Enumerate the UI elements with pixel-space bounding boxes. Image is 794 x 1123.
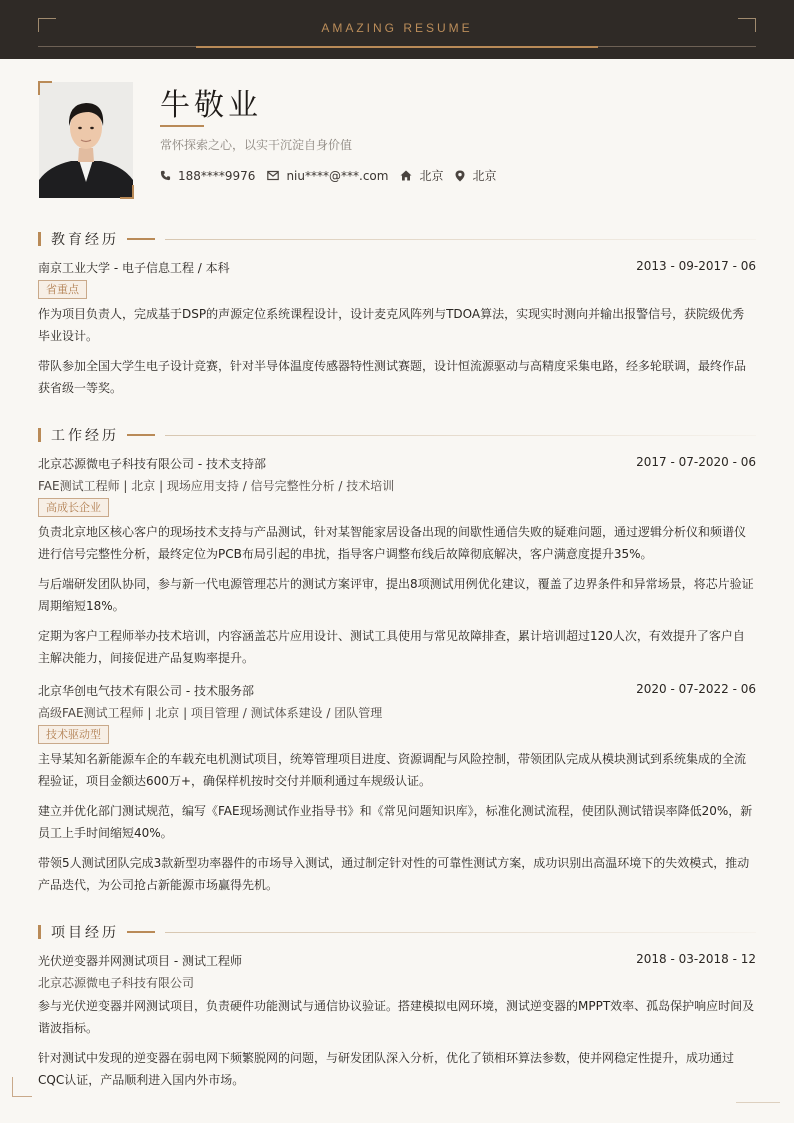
work-header <box>38 455 756 472</box>
footer-rule <box>736 1102 780 1103</box>
contact-home <box>400 167 443 184</box>
education-title: 南京工业大学 - 电子信息工程 / 本科 <box>38 261 230 275</box>
avatar-photo <box>39 82 133 198</box>
education-header <box>38 259 756 276</box>
work-item: 建立并优化部门测试规范，编写《FAE现场测试作业指导书》和《常见问题知识库》，标准化测试流程，使团队测试错误率降低20%，新员工上手时间缩短40%。 <box>38 804 753 840</box>
section-bar <box>38 232 41 246</box>
name-underline <box>160 125 204 127</box>
location-pin-icon <box>455 170 465 182</box>
work-item: 带领5人测试团队完成3款新型功率器件的市场导入测试，通过制定针对性的可靠性测试方案，成功识别出高温环境下的失效模式，推动产品迭代，为公司抢占新能源市场赢得先机。 <box>38 856 750 892</box>
person-name: 牛敬业 <box>160 88 262 123</box>
section-title-education <box>38 229 756 249</box>
section-bar <box>38 925 41 939</box>
project-date: 2018 - 03-2018 - 12 <box>636 952 756 966</box>
work-item: 负责北京地区核心客户的现场技术支持与产品测试，针对某智能家居设备出现的间歇性通信失败的疑难问题，通过逻辑分析仪和频谱仪进行信号完整性分析，最终定位为PCB布局引起的串扰，指导客户调整布线后故障彻底解决，客户满意度提升35%。 <box>38 525 747 561</box>
project-item: 参与光伏逆变器并网测试项目，负责硬件功能测试与通信协议验证。搭建模拟电网环境，测试逆变器的MPPT效率、孤岛保护响应时间及谐波指标。 <box>38 999 755 1035</box>
work-title: 北京华创电气技术有限公司 - 技术服务部 <box>38 684 254 698</box>
home-value: 北京 <box>419 169 444 183</box>
contact-list <box>160 167 508 184</box>
photo-corner-top-left <box>38 81 52 95</box>
education-date: 2013 - 09-2017 - 06 <box>636 259 756 273</box>
education-tag: 省重点 <box>38 280 87 299</box>
brand-title: AMAZING RESUME <box>321 21 473 35</box>
work-tag: 技术驱动型 <box>38 725 109 744</box>
work-header <box>38 682 756 699</box>
section-accent-line <box>127 931 155 933</box>
education-item: 带队参加全国大学生电子设计竞赛，针对半导体温度传感器特性测试赛题，设计恒流源驱动与高精度采集电路，经多轮联调，最终作品获省级一等奖。 <box>38 359 747 395</box>
avatar <box>38 81 134 199</box>
section-title-projects <box>38 922 756 942</box>
person-portrait-icon <box>39 82 133 198</box>
work-tag: 高成长企业 <box>38 498 109 517</box>
contact-email <box>267 169 388 183</box>
section-label: 教育经历 <box>51 232 119 248</box>
phone-icon <box>160 170 171 181</box>
work-item: 定期为客户工程师举办技术培训，内容涵盖芯片应用设计、测试工具使用与常见故障排查，累计培训超过120人次，有效提升了客户自主解决能力，间接促进产品复购率提升。 <box>38 629 745 665</box>
section-title-work <box>38 425 756 445</box>
work-item: 主导某知名新能源车企的车载充电机测试项目，统筹管理项目进度、资源调配与风险控制，带领团队完成从模块测试到系统集成的全流程验证，项目金额达600万+，确保样机按时交付并顺利通过车规级认证。 <box>38 752 747 788</box>
header-rule-accent <box>196 46 598 48</box>
motto: 常怀探索之心，以实干沉淀自身价值 <box>160 138 353 152</box>
work-date: 2017 - 07-2020 - 06 <box>636 455 756 469</box>
section-accent-line <box>127 238 155 240</box>
section-divider <box>165 435 756 436</box>
phone-value: 188****9976 <box>178 168 256 183</box>
section-divider <box>165 932 756 933</box>
section-label: 项目经历 <box>51 925 119 941</box>
project-item: 针对测试中发现的逆变器在弱电网下频繁脱网的问题，与研发团队深入分析，优化了锁相环算法参数，使并网稳定性提升，成功通过CQC认证，产品顺利进入国内外市场。 <box>38 1051 735 1087</box>
section-accent-line <box>127 434 155 436</box>
photo-corner-bottom-right <box>120 185 134 199</box>
education-item: 作为项目负责人，完成基于DSP的声源定位系统课程设计，设计麦克风阵列与TDOA算法，实现实时测向并输出报警信号，获院级优秀毕业设计。 <box>38 307 745 343</box>
work-date: 2020 - 07-2022 - 06 <box>636 682 756 696</box>
work-title: 北京芯源微电子科技有限公司 - 技术支持部 <box>38 457 266 471</box>
section-bar <box>38 428 41 442</box>
project-header <box>38 952 756 969</box>
section-divider <box>165 239 756 240</box>
contact-phone <box>160 169 255 183</box>
location-value: 北京 <box>472 169 497 183</box>
mail-icon <box>267 170 279 181</box>
work-subtitle: 高级FAE测试工程师 | 北京 | 项目管理 / 测试体系建设 / 团队管理 <box>38 706 383 720</box>
work-subtitle: FAE测试工程师 | 北京 | 现场应用支持 / 信号完整性分析 / 技术培训 <box>38 479 395 493</box>
project-title: 光伏逆变器并网测试项目 - 测试工程师 <box>38 954 242 968</box>
project-subtitle: 北京芯源微电子科技有限公司 <box>38 976 195 990</box>
work-item: 与后端研发团队协同，参与新一代电源管理芯片的测试方案评审，提出8项测试用例优化建议，覆盖了边界条件和异常场景，将芯片验证周期缩短18%。 <box>38 577 754 613</box>
corner-ornament-bottom-left <box>12 1077 32 1097</box>
section-label: 工作经历 <box>51 428 119 444</box>
email-value: niu****@***.com <box>286 168 389 183</box>
home-icon <box>400 170 412 181</box>
contact-location <box>455 167 496 184</box>
header-bar <box>0 0 794 59</box>
